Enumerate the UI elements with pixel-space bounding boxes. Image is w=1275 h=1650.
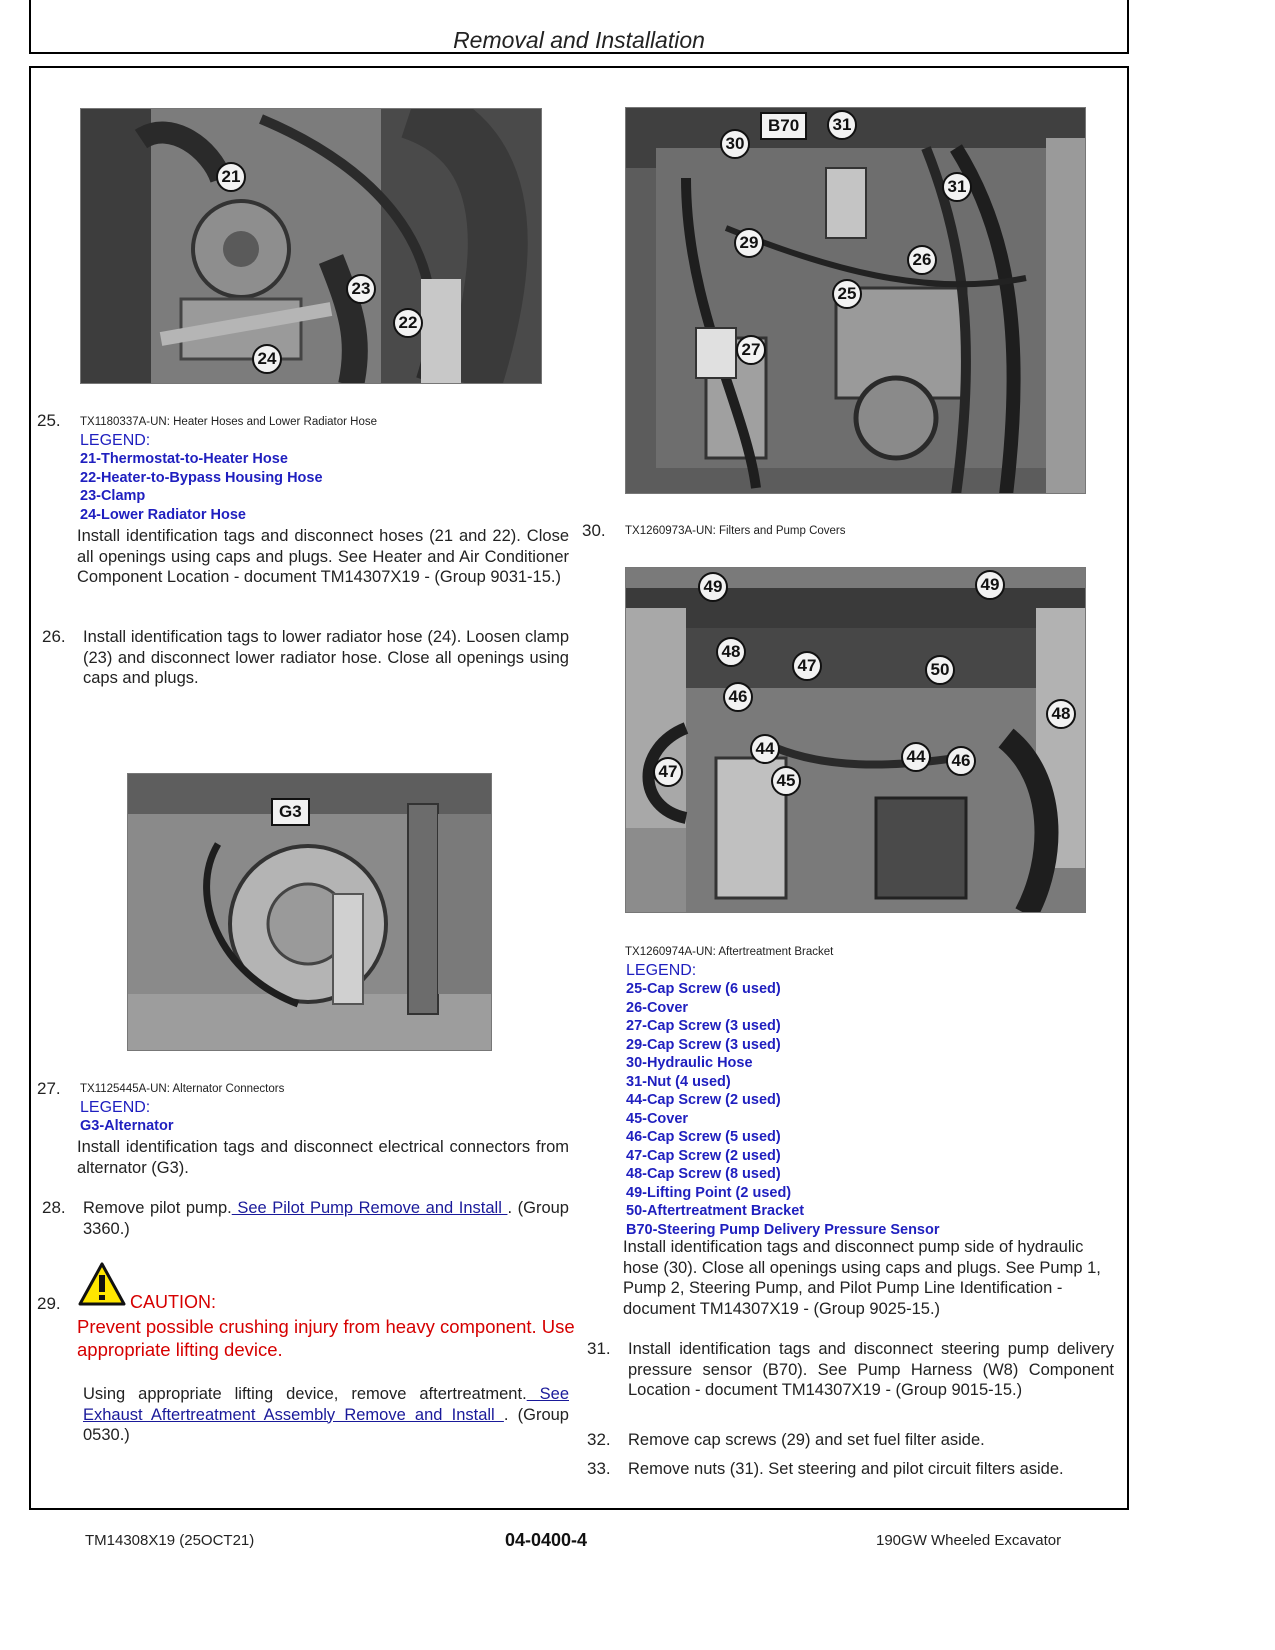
callout-22: 22: [393, 308, 423, 338]
photo-filters-pump-covers: [625, 107, 1086, 494]
callout-47: 47: [653, 757, 683, 787]
legend-label: LEGEND:: [626, 962, 697, 979]
legend-item: 21-Thermostat-to-Heater Hose: [80, 451, 288, 467]
callout-48: 48: [1046, 699, 1076, 729]
footer-document-id: TM14308X19 (25OCT21): [85, 1532, 255, 1549]
figure-caption-4: TX1125445A-UN: Alternator Connectors: [80, 1083, 285, 1095]
step-25-text: Install identification tags and disconnect hoses (21 and 22). Close all openings using caps and plugs. See Heater and Air Conditioner Component Location - document TM14307X19 - (Group 9031-15.): [77, 527, 569, 586]
step-25-number: 25.: [37, 411, 61, 430]
callout-46: 46: [946, 746, 976, 776]
step-28-number: 28.: [42, 1198, 66, 1217]
footer-machine-model: 190GW Wheeled Excavator: [876, 1532, 1062, 1549]
callout-29: 29: [734, 228, 764, 258]
step-27-number: 27.: [37, 1079, 61, 1098]
figure-caption-1: TX1180337A-UN: Heater Hoses and Lower Radiator Hose: [80, 416, 378, 428]
photo-alternator: [127, 773, 492, 1051]
callout-49: 49: [975, 570, 1005, 600]
footer-page-number: 04-0400-4: [505, 1530, 588, 1550]
legend-step-30: [626, 962, 1106, 1239]
step-29-number: 29.: [37, 1294, 61, 1313]
step-26-number: 26.: [42, 627, 66, 646]
warning-icon: [78, 1262, 126, 1306]
legend-item: 25-Cap Screw (6 used): [626, 981, 781, 997]
callout-21: 21: [216, 162, 246, 192]
step-28-text: [83, 1198, 569, 1239]
legend-item: 49-Lifting Point (2 used): [626, 1184, 792, 1201]
photo-aftertreatment-bracket: [625, 567, 1086, 913]
callout-25: 25: [832, 279, 862, 309]
step-29-text: [83, 1384, 569, 1446]
step-26-text: Install identification tags to lower radiator hose (24). Loosen clamp (23) and disconnect lower radiator hose. Close all openings using caps and plugs.: [83, 628, 569, 687]
callout-b70: B70: [760, 112, 807, 140]
step-29-text-start: Using appropriate lifting device, remove aftertreatment.: [83, 1385, 527, 1403]
step-32-number: 32.: [587, 1430, 611, 1449]
callout-g3: G3: [271, 798, 310, 826]
callout-31: 31: [827, 110, 857, 140]
callout-47: 47: [792, 651, 822, 681]
callout-45: 45: [771, 766, 801, 796]
caution-title: CAUTION:: [130, 1292, 217, 1312]
legend-item: 27-Cap Screw (3 used): [626, 1018, 781, 1034]
pilot-pump-link[interactable]: See Pilot Pump Remove and Install: [231, 1199, 508, 1217]
figure-caption-2: TX1260973A-UN: Filters and Pump Covers: [625, 525, 846, 537]
legend-item: 48-Cap Screw (8 used): [626, 1166, 781, 1182]
step-32-text: Remove cap screws (29) and set fuel filter aside.: [628, 1431, 985, 1449]
legend-label: LEGEND:: [80, 1099, 151, 1116]
callout-48: 48: [716, 637, 746, 667]
legend-step-25: [80, 432, 560, 524]
step-30-text: Install identification tags and disconnect pump side of hydraulic hose (30). Close all openings using caps and plugs. See Pump 1, Pump 2, Steering Pump, and Pilot Pump Line Identification - document TM14307X19 - (Group 9025-15.): [623, 1238, 1101, 1318]
legend-item: 26-Cover: [626, 999, 689, 1016]
step-28-text-end: . (Group 3360.): [83, 1199, 569, 1238]
step-33-number: 33.: [587, 1459, 611, 1478]
caution-text: Prevent possible crushing injury from heavy component. Use appropriate lifting device.: [77, 1316, 575, 1360]
callout-26: 26: [907, 245, 937, 275]
legend-item: 45-Cover: [626, 1110, 689, 1127]
legend-label: LEGEND:: [80, 432, 151, 449]
legend-item: 44-Cap Screw (2 used): [626, 1092, 781, 1108]
legend-step-27: [80, 1099, 560, 1136]
photo-heater-hoses: [80, 108, 542, 384]
legend-item: 50-Aftertreatment Bracket: [626, 1203, 805, 1219]
legend-item: 47-Cap Screw (2 used): [626, 1147, 781, 1164]
step-33-text: Remove nuts (31). Set steering and pilot circuit filters aside.: [628, 1460, 1064, 1478]
callout-24: 24: [252, 344, 282, 374]
step-27-text: Install identification tags and disconnect electrical connectors from alternator (G3).: [77, 1138, 569, 1177]
step-30-number: 30.: [582, 521, 606, 540]
callout-30: 30: [720, 129, 750, 159]
legend-item: 29-Cap Screw (3 used): [626, 1036, 781, 1053]
legend-item: G3-Alternator: [80, 1118, 174, 1134]
page-header-title: Removal and Installation: [453, 27, 705, 53]
callout-23: 23: [346, 274, 376, 304]
step-29-text-end: . (Group 0530.): [83, 1405, 569, 1444]
step-31-text: Install identification tags and disconnect steering pump delivery pressure sensor (B70). See Pump Harness (W8) Component Location - document TM14307X19 - (Group 9015-15.): [628, 1340, 1114, 1399]
figure-caption-3: TX1260974A-UN: Aftertreatment Bracket: [625, 946, 834, 958]
legend-item: 22-Heater-to-Bypass Housing Hose: [80, 469, 323, 486]
step-28-text-start: Remove pilot pump.: [83, 1199, 232, 1217]
aftertreatment-link[interactable]: See Exhaust Aftertreatment Assembly Remove and Install: [83, 1385, 569, 1424]
step-31-number: 31.: [587, 1339, 611, 1358]
callout-46: 46: [723, 682, 753, 712]
legend-item: 30-Hydraulic Hose: [626, 1055, 753, 1071]
legend-item: 24-Lower Radiator Hose: [80, 506, 246, 523]
callout-44: 44: [901, 742, 931, 772]
callout-49: 49: [698, 572, 728, 602]
callout-50: 50: [925, 655, 955, 685]
legend-item: B70-Steering Pump Delivery Pressure Sensor: [626, 1221, 940, 1238]
callout-44: 44: [750, 734, 780, 764]
legend-item: 23-Clamp: [80, 488, 146, 504]
legend-item: 31-Nut (4 used): [626, 1073, 731, 1090]
legend-item: 46-Cap Screw (5 used): [626, 1129, 781, 1145]
callout-27: 27: [736, 335, 766, 365]
callout-31: 31: [942, 172, 972, 202]
